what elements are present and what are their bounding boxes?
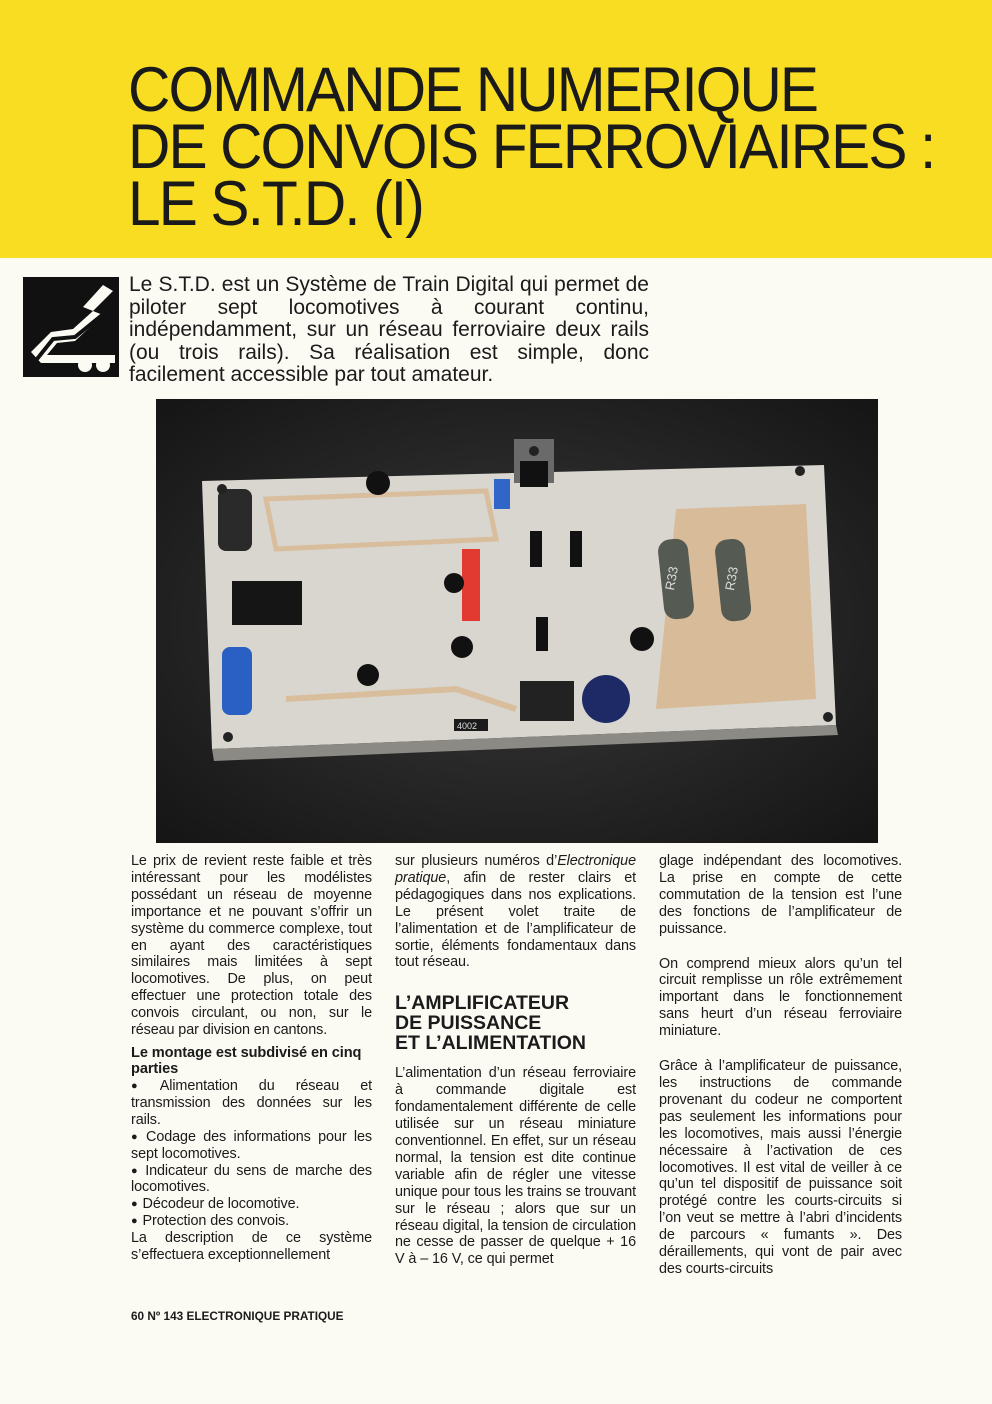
col2-p1-start: sur plusieurs numéros d’ (395, 853, 558, 869)
bullet-item: ● Codage des informations pour les sept locomotives. (131, 1129, 372, 1163)
diode-label: 4002 (457, 721, 478, 731)
resistor-label-2: R33 (722, 565, 741, 592)
title-line-2: DE CONVOIS FERROVIAIRES : (128, 112, 935, 182)
train-logo-icon (23, 277, 119, 377)
section-heading-line-3: ET L’ALIMENTATION (395, 1032, 587, 1055)
bullet-item: ● Alimentation du réseau et transmission des données sur les rails. (131, 1078, 372, 1129)
bullet-item: ● Indicateur du sens de marche des locomotives. (131, 1163, 372, 1197)
col1-paragraph-1: Le prix de revient reste faible et très intéressant pour les modélistes possédant un réseau de moyenne importance et ne pouvant s’offrir un système du commerce complexe, tout en ayant des caractéristiques similaires mais limitées à sept locomotives. De plus, on peut effectuer une protection totale des convois circulant, ou non, sur le réseau par division en cantons. (131, 853, 372, 1039)
title-line-3: LE S.T.D. (I) (128, 169, 423, 239)
section-heading-line-2: DE PUISSANCE (395, 1012, 542, 1035)
col1-subheading: Le montage est subdivisé en cinq parties (131, 1044, 362, 1078)
col1-paragraph-2: La description de ce système s’effectuera exceptionnellement (131, 1230, 372, 1264)
column-3 (659, 853, 902, 1278)
col2-paragraph-1 (395, 853, 636, 971)
resistor-label-1: R33 (662, 565, 682, 592)
magazine-name: Electronique pratique (395, 853, 636, 886)
column-1 (131, 853, 372, 1264)
column-2 (395, 853, 636, 1268)
circuit-board-photo (156, 399, 878, 843)
col3-paragraph-2: On comprend mieux alors qu’un tel circuit remplisse un rôle extrêmement important dans le fonctionnement sans heurt d’un réseau ferroviaire miniature. (659, 955, 902, 1040)
bullet-item: ● Décodeur de locomotive. (131, 1196, 372, 1213)
page-title (128, 55, 935, 239)
section-heading-line-1: L’AMPLIFICATEUR (395, 992, 570, 1015)
intro-paragraph: Le S.T.D. est un Système de Train Digital qui permet de piloter sept locomotives à courant continu, indépendamment, sur un réseau ferroviaire deux rails (ou trois rails). Sa réalisation est simple, donc facilement accessible par tout amateur. (129, 273, 649, 386)
bullet-item: ● Protection des convois. (131, 1213, 372, 1230)
section-heading (395, 993, 636, 1053)
col2-p1-end: , afin de rester clairs et pédagogiques dans nos explications. Le présent volet traite de l’alimentation et de l’amplificateur de sortie, éléments fondamentaux dans tout réseau. (395, 869, 636, 971)
page-footer: 60 Nº 143 ELECTRONIQUE PRATIQUE (131, 1309, 344, 1323)
title-line-1: COMMANDE NUMERIQUE (128, 55, 818, 125)
col3-paragraph-1: glage indépendant des locomotives. La prise en compte de cette commutation de la tension est l’une des fonctions de l’amplificateur de puissance. (659, 853, 902, 937)
col3-paragraph-3: Grâce à l’amplificateur de puissance, les instructions de commande provenant du codeur ne comportent pas seulement les informations pour les locomotives, mais aussi l’énergie nécessaire à l’activation de ces locomotives. Il est vital de veiller à ce qu’un tel dispositif de puissance soit protégé contre les courts-circuits si l’on veut se mettre à l’abri d’incidents de parcours « fumants ». Des déraillements, qui vont de pair avec des courts-circuits (659, 1058, 902, 1277)
col2-paragraph-2: L’alimentation d’un réseau ferroviaire à commande digitale est fondamentalement différente de celle utilisée sur un réseau miniature conventionnel. En effet, sur un réseau normal, la tension est dite continue variable afin de régler une vitesse unique pour tous les trains se trouvant sur le réseau ; alors que sur un réseau digital, la tension de circulation ne cesse de passer de quelque + 16 V à – 16 V, ce qui permet (395, 1065, 636, 1268)
